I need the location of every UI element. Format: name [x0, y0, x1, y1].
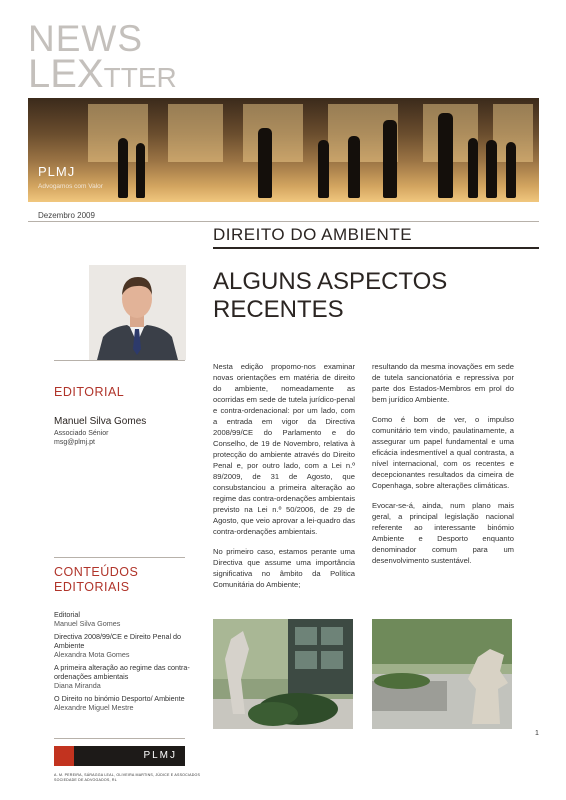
newsletter-masthead — [28, 20, 177, 94]
paragraph: Nesta edição propomo-nos examinar novas orientações em matéria de direito do ambiente, nomeadamente as ocorridas em sede de tutela jurídico-penal e contra-ordenacional: por um lado, com a entrada em vigor da Directiva 2008/99/CE do Parlamento e do Conselho, de 19 de Novembro, relativa à protecção do ambiente através do Direito Penal e, por outro lado, com a Lei n.º 89/2009, de 31 de Agosto, que consubstanciou a primeira alteração ao regime das contra-ordenações ambientais previsto na Lei n.º 50/2006, de 29 de Agosto, que veio aprovar a lei-quadro das contra-ordenações ambientais. — [213, 362, 355, 536]
list-item[interactable]: Editorial Manuel Silva Gomes — [54, 610, 121, 628]
divider — [54, 738, 185, 739]
author-photo — [89, 265, 186, 360]
editorial-heading: EDITORIAL — [54, 385, 125, 399]
plmj-logo: PLMJ — [54, 746, 185, 766]
contents-heading: CONTEÚDOS EDITORIAIS — [54, 565, 139, 594]
masthead-lexter: LEXTTER — [28, 52, 177, 96]
author-name: Manuel Silva Gomes — [54, 416, 147, 427]
sculpture-photo-2 — [372, 619, 512, 729]
article-column-1 — [213, 361, 355, 599]
list-item[interactable]: O Direito no binómio Desporto/ Ambiente Alexandre Miguel Mestre — [54, 694, 185, 712]
contents-list — [54, 610, 204, 716]
page-number: 1 — [535, 730, 539, 737]
paragraph: No primeiro caso, estamos perante uma Directiva que assume uma importância significativa no âmbito da Política Comunitária do Ambiente; — [213, 547, 355, 589]
divider — [28, 221, 539, 222]
article-column-2 — [372, 361, 514, 575]
hero-banner — [28, 98, 539, 202]
article-headline: ALGUNS ASPECTOS RECENTES — [213, 268, 448, 323]
paragraph: Como é bom de ver, o impulso comunitário tem vindo, paulatinamente, a assegurar um papel fundamental e uma eficácia indesmentível a qual contrasta, a nível internacional, com os recentes e decepcionantes resultados da cimeira de Copenhaga, sobre alterações climáticas. — [372, 415, 514, 490]
divider — [54, 557, 185, 558]
issue-date: Dezembro 2009 — [38, 211, 95, 220]
hero-brand: PLMJ — [38, 164, 76, 179]
section-title: DIREITO DO AMBIENTE — [213, 225, 413, 244]
paragraph: Evocar-se-á, ainda, num plano mais geral, a principal legislação nacional referente ao interessante binómio Ambiente e Desporto enquanto denominador comum para um desenvolvimento sustentável. — [372, 501, 514, 565]
hero-tagline: Advogamos com Valor — [38, 183, 103, 190]
list-item[interactable]: A primeira alteração ao regime das contra-ordenações ambientais Diana Miranda — [54, 663, 190, 690]
author-role: Associado Sénior — [54, 430, 109, 437]
sculpture-photo-1 — [213, 619, 353, 729]
masthead-news: NEWS — [28, 18, 143, 59]
firm-partners: A. M. PEREIRA, SÁRAGGA LEAL, OLIVEIRA MARTINS, JÚDICE E ASSOCIADOS SOCIEDADE DE ADVOGADOS, RL — [54, 773, 201, 782]
author-email[interactable]: msg@plmj.pt — [54, 439, 95, 446]
divider — [54, 360, 185, 361]
paragraph: resultando da mesma inovações em sede de tutela sancionatória e repressiva por parte dos Estados-Membros em prol do bem jurídico Ambiente. — [372, 362, 514, 404]
section-rule — [213, 247, 539, 249]
list-item[interactable]: Directiva 2008/99/CE e Direito Penal do Ambiente Alexandra Mota Gomes — [54, 632, 182, 659]
